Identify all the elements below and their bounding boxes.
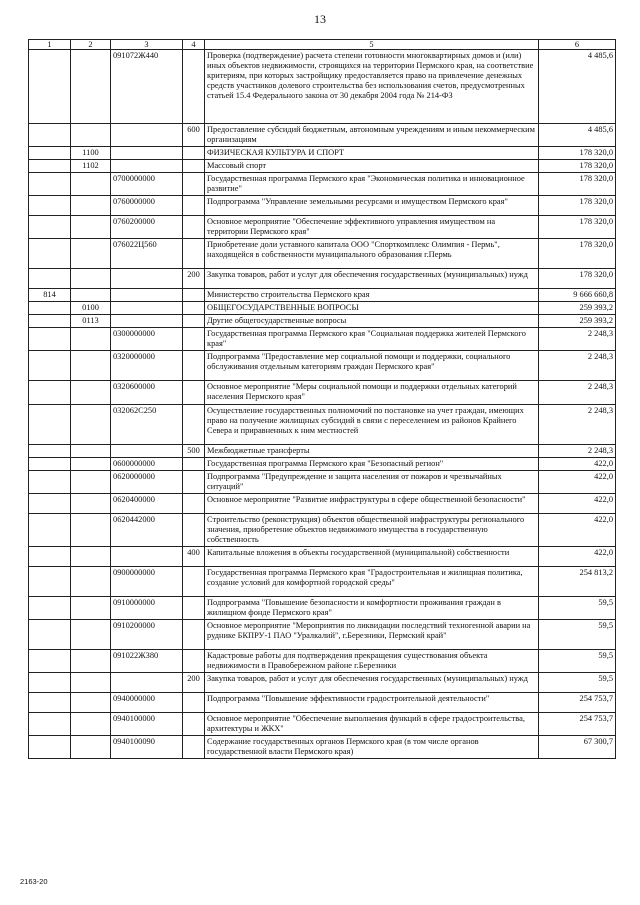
department-code [29,445,71,458]
section-code [71,547,111,567]
table-row [29,351,616,381]
section-code [71,328,111,351]
target-article-code: 076022Ц560 [111,239,183,269]
expense-type-code [183,216,205,239]
target-article-code: 0940000000 [111,693,183,713]
expense-type-code [183,597,205,620]
item-description: Капитальные вложения в объекты государственной (муниципальной) собственности [205,547,539,567]
item-amount: 2 248,3 [539,351,616,381]
target-article-code: 0320600000 [111,381,183,405]
department-code [29,494,71,514]
item-description: Кадастровые работы для подтверждения прекращения существования объекта недвижимости в Правобережном районе г.Березники [205,650,539,673]
budget-table [28,39,616,759]
department-code [29,173,71,196]
section-code [71,351,111,381]
expense-type-code [183,620,205,650]
target-article-code [111,124,183,147]
table-row [29,494,616,514]
item-amount: 254 753,7 [539,713,616,736]
table-row [29,50,616,124]
item-description: Закупка товаров, работ и услуг для обеспечения государственных (муниципальных) нужд [205,673,539,693]
item-description: Другие общегосударственные вопросы [205,315,539,328]
item-amount: 178 320,0 [539,269,616,289]
budget-table-container [28,39,615,759]
expense-type-code [183,514,205,547]
department-code [29,736,71,759]
expense-type-code: 200 [183,673,205,693]
item-amount: 59,5 [539,673,616,693]
expense-type-code: 600 [183,124,205,147]
section-code [71,620,111,650]
department-code [29,351,71,381]
target-article-code: 0760200000 [111,216,183,239]
section-code: 0100 [71,302,111,315]
section-code: 1100 [71,147,111,160]
department-code [29,50,71,124]
expense-type-code [183,196,205,216]
table-row [29,269,616,289]
item-amount: 254 753,7 [539,693,616,713]
section-code [71,216,111,239]
item-description: Закупка товаров, работ и услуг для обеспечения государственных (муниципальных) нужд [205,269,539,289]
department-code [29,650,71,673]
table-header-row [29,40,616,50]
expense-type-code [183,567,205,597]
department-code [29,673,71,693]
target-article-code: 0620442000 [111,514,183,547]
department-code [29,597,71,620]
target-article-code [111,673,183,693]
table-row [29,597,616,620]
section-code [71,269,111,289]
item-amount: 9 666 660,8 [539,289,616,302]
target-article-code: 0910000000 [111,597,183,620]
item-amount: 178 320,0 [539,173,616,196]
department-code [29,620,71,650]
page-number: 13 [314,12,326,26]
item-description: Основное мероприятие "Развитие инфраструктуры в сфере общественной безопасности" [205,494,539,514]
department-code [29,196,71,216]
item-amount: 59,5 [539,597,616,620]
item-description: Государственная программа Пермского края "Социальная поддержка жителей Пермского края" [205,328,539,351]
item-amount: 2 248,3 [539,381,616,405]
item-description: Основное мероприятие "Мероприятия по ликвидации последствий техногенной аварии на руднике БКПРУ-1 ПАО "Уралкалий", г.Березники, Пермский край" [205,620,539,650]
expense-type-code [183,494,205,514]
target-article-code [111,315,183,328]
item-amount: 422,0 [539,458,616,471]
item-description: ОБЩЕГОСУДАРСТВЕННЫЕ ВОПРОСЫ [205,302,539,315]
item-amount: 422,0 [539,471,616,494]
table-row [29,693,616,713]
table-body [29,50,616,759]
department-code [29,514,71,547]
department-code: 814 [29,289,71,302]
section-code [71,405,111,445]
table-row [29,216,616,239]
table-row [29,471,616,494]
table-row [29,302,616,315]
item-description: Подпрограмма "Предоставление мер социальной помощи и поддержки, социального обслуживания отдельным категориям граждан Пермского края" [205,351,539,381]
section-code [71,736,111,759]
table-row [29,160,616,173]
column-header: 4 [183,40,205,50]
item-description: Строительство (реконструкция) объектов общественной инфраструктуры регионального значения, приобретение объектов недвижимого имущества в государственную собственность [205,514,539,547]
section-code [71,458,111,471]
expense-type-code [183,50,205,124]
department-code [29,381,71,405]
target-article-code: 091072Ж440 [111,50,183,124]
item-description: Предоставление субсидий бюджетным, автономным учреждениям и иным некоммерческим организациям [205,124,539,147]
section-code [71,713,111,736]
item-amount: 259 393,2 [539,302,616,315]
item-amount: 422,0 [539,514,616,547]
item-amount: 254 813,2 [539,567,616,597]
expense-type-code [183,351,205,381]
column-header: 3 [111,40,183,50]
table-row [29,289,616,302]
section-code: 1102 [71,160,111,173]
item-amount: 2 248,3 [539,328,616,351]
item-amount: 2 248,3 [539,405,616,445]
expense-type-code [183,458,205,471]
item-amount: 178 320,0 [539,239,616,269]
target-article-code: 0300000000 [111,328,183,351]
target-article-code [111,547,183,567]
expense-type-code [183,471,205,494]
department-code [29,547,71,567]
table-row [29,405,616,445]
item-description: Массовый спорт [205,160,539,173]
item-description: Подпрограмма "Управление земельными ресурсами и имуществом Пермского края" [205,196,539,216]
table-row [29,458,616,471]
document-code: 2163-20 [20,877,48,886]
section-code [71,124,111,147]
column-header: 6 [539,40,616,50]
department-code [29,405,71,445]
department-code [29,302,71,315]
table-row [29,315,616,328]
item-description: Государственная программа Пермского края "Градостроительная и жилищная политика, создание условий для комфортной городской среды" [205,567,539,597]
department-code [29,160,71,173]
expense-type-code: 500 [183,445,205,458]
table-row [29,124,616,147]
department-code [29,239,71,269]
item-amount: 178 320,0 [539,147,616,160]
item-description: ФИЗИЧЕСКАЯ КУЛЬТУРА И СПОРТ [205,147,539,160]
table-row [29,514,616,547]
item-description: Проверка (подтверждение) расчета степени готовности многоквартирных домов и (или) иных объектов недвижимости, строящихся на территории Пермского края, на соответствие критериям, при которых застройщику предоставляется право на привлечение денежных средств участников долевого строительства без использования счетов, предусмотренных статьей 15.4 Федерального закона от 30 декабря 2004 года № 214-ФЗ [205,50,539,124]
item-description: Основное мероприятие "Обеспечение эффективного управления имуществом на территории Пермского края" [205,216,539,239]
target-article-code: 0940100090 [111,736,183,759]
section-code [71,693,111,713]
item-description: Подпрограмма "Повышение безопасности и комфортности проживания граждан в жилищном фонде Пермского края" [205,597,539,620]
table-row [29,173,616,196]
target-article-code: 091022Ж380 [111,650,183,673]
section-code [71,381,111,405]
item-description: Основное мероприятие "Меры социальной помощи и поддержки отдельных категорий населения Пермского края" [205,381,539,405]
section-code [71,196,111,216]
department-code [29,471,71,494]
item-amount: 2 248,3 [539,445,616,458]
section-code [71,597,111,620]
target-article-code [111,302,183,315]
target-article-code: 0910200000 [111,620,183,650]
target-article-code [111,269,183,289]
department-code [29,458,71,471]
table-row [29,547,616,567]
department-code [29,124,71,147]
item-amount: 4 485,6 [539,124,616,147]
expense-type-code [183,328,205,351]
expense-type-code [183,147,205,160]
item-amount: 4 485,6 [539,50,616,124]
section-code [71,173,111,196]
department-code [29,315,71,328]
expense-type-code [183,160,205,173]
expense-type-code [183,736,205,759]
expense-type-code [183,693,205,713]
item-amount: 178 320,0 [539,160,616,173]
item-description: Государственная программа Пермского края "Экономическая политика и инновационное развитие" [205,173,539,196]
section-code [71,494,111,514]
section-code [71,50,111,124]
target-article-code: 0320000000 [111,351,183,381]
expense-type-code [183,173,205,196]
expense-type-code [183,289,205,302]
item-amount: 67 300,7 [539,736,616,759]
item-description: Подпрограмма "Повышение эффективности градостроительной деятельности" [205,693,539,713]
expense-type-code [183,315,205,328]
expense-type-code: 400 [183,547,205,567]
target-article-code: 0900000000 [111,567,183,597]
table-row [29,650,616,673]
table-row [29,736,616,759]
target-article-code: 0940100000 [111,713,183,736]
table-row [29,147,616,160]
section-code [71,445,111,458]
item-amount: 59,5 [539,650,616,673]
expense-type-code [183,405,205,445]
section-code [71,673,111,693]
section-code [71,567,111,597]
department-code [29,567,71,597]
department-code [29,147,71,160]
section-code: 0113 [71,315,111,328]
target-article-code [111,289,183,302]
item-description: Осуществление государственных полномочий по постановке на учет граждан, имеющих право на получение жилищных субсидий в связи с переселением из районов Крайнего Севера и приравненных к ним местностей [205,405,539,445]
table-row [29,673,616,693]
expense-type-code [183,302,205,315]
expense-type-code [183,381,205,405]
target-article-code: 0700000000 [111,173,183,196]
item-amount: 259 393,2 [539,315,616,328]
target-article-code: 0620000000 [111,471,183,494]
section-code [71,650,111,673]
department-code [29,693,71,713]
table-row [29,445,616,458]
column-header: 1 [29,40,71,50]
target-article-code: 032062С250 [111,405,183,445]
section-code [71,471,111,494]
expense-type-code [183,713,205,736]
target-article-code [111,147,183,160]
section-code [71,514,111,547]
section-code [71,239,111,269]
item-description: Основное мероприятие "Обеспечение выполнения функций в сфере градостроительства, архитектуры и ЖКХ" [205,713,539,736]
department-code [29,328,71,351]
item-description: Приобретение доли уставного капитала ООО "Спорткомплекс Олимпия - Пермь", находящейся в собственности муниципального образования г.Пермь [205,239,539,269]
item-description: Подпрограмма "Предупреждение и защита населения от пожаров и чрезвычайных ситуаций" [205,471,539,494]
target-article-code [111,445,183,458]
department-code [29,713,71,736]
item-description: Межбюджетные трансферты [205,445,539,458]
expense-type-code [183,239,205,269]
expense-type-code: 200 [183,269,205,289]
department-code [29,269,71,289]
target-article-code [111,160,183,173]
table-row [29,713,616,736]
table-row [29,620,616,650]
column-header: 2 [71,40,111,50]
target-article-code: 0760000000 [111,196,183,216]
target-article-code: 0620400000 [111,494,183,514]
table-row [29,239,616,269]
item-amount: 422,0 [539,494,616,514]
item-amount: 422,0 [539,547,616,567]
section-code [71,289,111,302]
target-article-code: 0600000000 [111,458,183,471]
item-amount: 59,5 [539,620,616,650]
department-code [29,216,71,239]
table-row [29,567,616,597]
item-amount: 178 320,0 [539,216,616,239]
column-header: 5 [205,40,539,50]
item-amount: 178 320,0 [539,196,616,216]
item-description: Содержание государственных органов Пермского края (в том числе органов государственной власти Пермского края) [205,736,539,759]
table-row [29,328,616,351]
expense-type-code [183,650,205,673]
table-row [29,196,616,216]
item-description: Министерство строительства Пермского края [205,289,539,302]
item-description: Государственная программа Пермского края "Безопасный регион" [205,458,539,471]
table-row [29,381,616,405]
